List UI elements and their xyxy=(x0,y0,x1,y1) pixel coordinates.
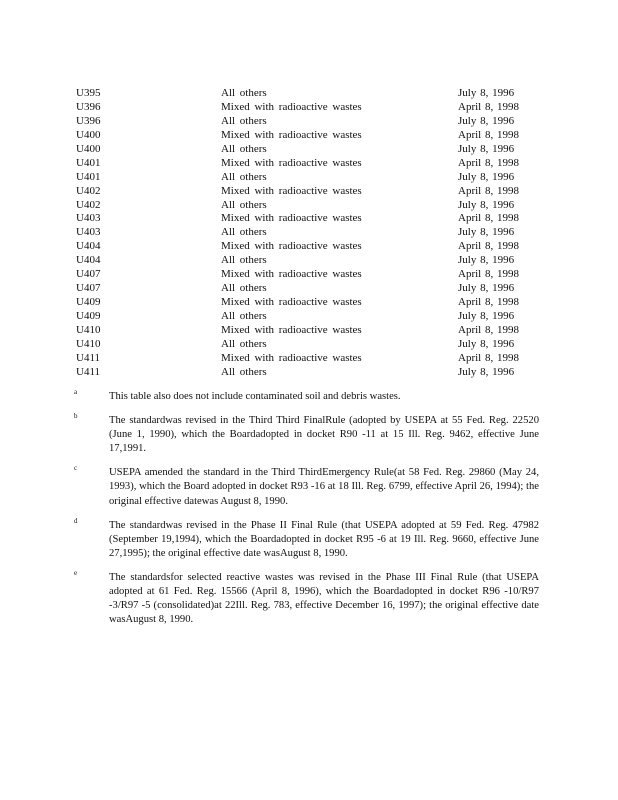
footnote-text: The standardwas revised in the Phase II Final Rule (that USEPA adopted at 59 Fed. Reg. 47982 (September 19,1994), which the Boardadopted in docket R95 -6 at 19 Ill. Reg. 9660, effective June 27,1995); the original effective date wasAugust 8, 1990. xyxy=(109,519,539,559)
table-row xyxy=(0,366,618,380)
table-row xyxy=(0,254,618,268)
table-row xyxy=(0,240,618,254)
table-row xyxy=(0,352,618,366)
waste-description: Mixed with radioactive wastes xyxy=(221,296,362,309)
footnote-marker: e xyxy=(74,568,78,577)
table-row xyxy=(0,212,618,226)
table-row xyxy=(0,199,618,213)
effective-date: April 8, 1998 xyxy=(458,296,519,309)
waste-code: U407 xyxy=(76,282,101,295)
waste-code: U396 xyxy=(76,114,101,127)
waste-code: U404 xyxy=(76,254,101,267)
effective-date: April 8, 1998 xyxy=(458,212,519,225)
effective-date: July 8, 1996 xyxy=(458,142,515,155)
effective-date: July 8, 1996 xyxy=(458,337,515,350)
waste-description: All others xyxy=(221,254,267,267)
table-row xyxy=(0,185,618,199)
waste-code: U402 xyxy=(76,184,101,197)
effective-date: July 8, 1996 xyxy=(458,226,515,239)
table-row xyxy=(0,324,618,338)
effective-date: April 8, 1998 xyxy=(458,351,519,364)
table-row xyxy=(0,296,618,310)
waste-description: All others xyxy=(221,226,267,239)
waste-description: All others xyxy=(221,365,267,378)
footnote-text: USEPA amended the standard in the Third ThirdEmergency Rule(at 58 Fed. Reg. 29860 (May 24, 1993), which the Board adopted in docket R93 -16 at 18 Ill. Reg. 6799, effective April 26, 1994); the original effective datewas August 8, 1990. xyxy=(109,467,539,507)
footnote-marker: d xyxy=(74,516,78,525)
effective-date: April 8, 1998 xyxy=(458,323,519,336)
effective-date: April 8, 1998 xyxy=(458,156,519,169)
table-row xyxy=(0,338,618,352)
waste-code: U411 xyxy=(76,351,101,364)
waste-description: Mixed with radioactive wastes xyxy=(221,156,362,169)
waste-description: Mixed with radioactive wastes xyxy=(221,212,362,225)
effective-date: April 8, 1998 xyxy=(458,268,519,281)
footnote xyxy=(0,466,618,508)
effective-date: July 8, 1996 xyxy=(458,114,515,127)
table-row xyxy=(0,226,618,240)
effective-date: July 8, 1996 xyxy=(458,282,515,295)
footnote-marker: c xyxy=(74,464,78,473)
waste-code: U403 xyxy=(76,212,101,225)
footnote-text: This table also does not include contaminated soil and debris wastes. xyxy=(109,391,401,402)
waste-code: U410 xyxy=(76,323,101,336)
effective-date: July 8, 1996 xyxy=(458,365,515,378)
effective-date: July 8, 1996 xyxy=(458,87,515,99)
waste-code: U401 xyxy=(76,170,101,183)
table-row xyxy=(0,310,618,324)
footnote-marker: a xyxy=(74,388,78,396)
table-row xyxy=(0,129,618,143)
table-row xyxy=(0,157,618,171)
table-row xyxy=(0,143,618,157)
footnote xyxy=(0,516,618,561)
waste-description: Mixed with radioactive wastes xyxy=(221,351,362,364)
effective-date: April 8, 1998 xyxy=(458,184,519,197)
effective-date: April 8, 1998 xyxy=(458,240,519,253)
waste-code: U400 xyxy=(76,142,101,155)
footnote-text: The standardwas revised in the Third Third FinalRule (adopted by USEPA at 55 Fed. Reg. 22520 (June 1, 1990), which the Boardadopted in docket R90 -11 at 15 Ill. Reg. 9462, effective June 17,1991. xyxy=(109,415,539,455)
waste-code: U411 xyxy=(76,365,101,378)
waste-code: U400 xyxy=(76,128,101,141)
waste-description: All others xyxy=(221,114,267,127)
waste-description: All others xyxy=(221,170,267,183)
table-row xyxy=(0,101,618,115)
waste-description: All others xyxy=(221,142,267,155)
table-row xyxy=(0,268,618,282)
effective-date: July 8, 1996 xyxy=(458,198,515,211)
waste-description: Mixed with radioactive wastes xyxy=(221,184,362,197)
footnotes xyxy=(0,390,618,637)
waste-description: Mixed with radioactive wastes xyxy=(221,240,362,253)
footnote xyxy=(0,414,618,456)
waste-description: All others xyxy=(221,198,267,211)
effective-date: April 8, 1998 xyxy=(458,100,519,113)
effective-date: July 8, 1996 xyxy=(458,170,515,183)
waste-code: U409 xyxy=(76,296,101,309)
waste-description: Mixed with radioactive wastes xyxy=(221,100,362,113)
waste-table xyxy=(0,87,618,380)
table-row xyxy=(0,282,618,296)
effective-date: July 8, 1996 xyxy=(458,254,515,267)
waste-code: U410 xyxy=(76,337,101,350)
waste-description: All others xyxy=(221,337,267,350)
waste-code: U401 xyxy=(76,156,101,169)
footnote-text: The standardsfor selected reactive wastes was revised in the Phase III Final Rule (that USEPA adopted at 61 Fed. Reg. 15566 (April 8, 1996), which the Boardadopted in docket R96 -10/R97 -3/R97 -5 (consolidated)at 22Ill. Reg. 783, effective December 16, 1997); the original effective date wasAugust 8, 1990. xyxy=(109,571,539,626)
waste-description: Mixed with radioactive wastes xyxy=(221,323,362,336)
footnote xyxy=(0,568,618,627)
footnote-marker: b xyxy=(74,412,78,421)
waste-code: U402 xyxy=(76,198,101,211)
table-row xyxy=(0,87,618,101)
effective-date: April 8, 1998 xyxy=(458,128,519,141)
waste-description: All others xyxy=(221,310,267,322)
table-row xyxy=(0,171,618,185)
waste-description: All others xyxy=(221,282,267,295)
waste-code: U407 xyxy=(76,268,101,281)
effective-date: July 8, 1996 xyxy=(458,310,515,322)
waste-code: U404 xyxy=(76,240,101,253)
table-row xyxy=(0,115,618,129)
waste-code: U396 xyxy=(76,100,101,113)
waste-description: Mixed with radioactive wastes xyxy=(221,268,362,281)
waste-code: U409 xyxy=(76,310,101,322)
waste-code: U395 xyxy=(76,87,101,99)
footnote xyxy=(0,390,618,404)
waste-code: U403 xyxy=(76,226,101,239)
waste-description: Mixed with radioactive wastes xyxy=(221,128,362,141)
waste-description: All others xyxy=(221,87,267,99)
